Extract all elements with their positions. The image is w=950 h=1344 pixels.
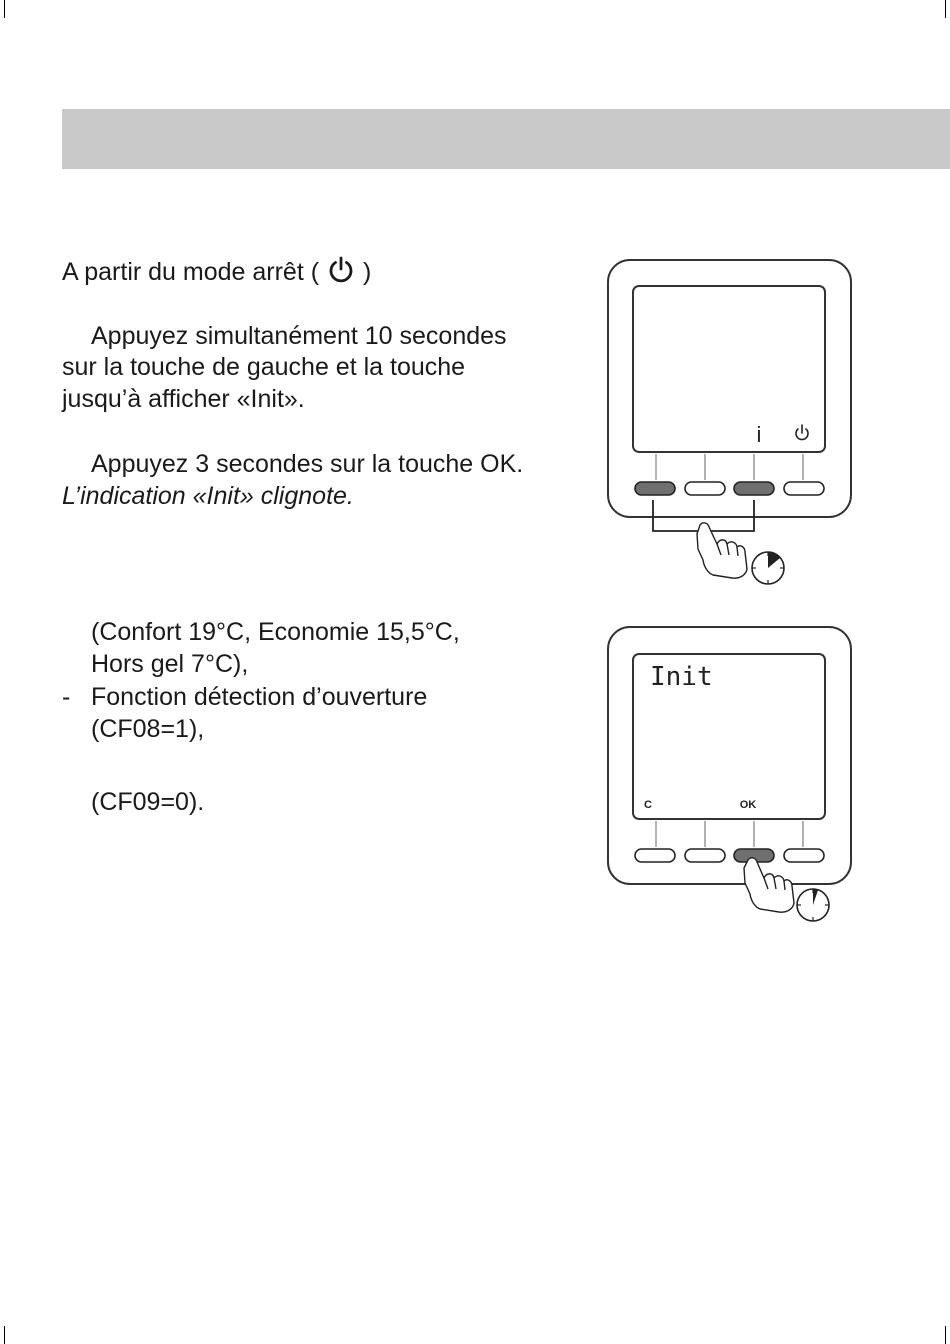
thermostat-diagram-2 bbox=[600, 622, 860, 932]
button-2[interactable] bbox=[685, 849, 725, 862]
crop-mark-bottom-left bbox=[4, 1326, 5, 1344]
intro-before: A partir du mode arrêt ( bbox=[62, 258, 320, 286]
section-header-band bbox=[62, 109, 950, 169]
lcd-init-text: Init bbox=[650, 662, 713, 692]
button-c[interactable] bbox=[635, 849, 675, 862]
list-item2-line2: (CF08=1), bbox=[91, 715, 205, 743]
thermostat-diagram-1 bbox=[600, 255, 860, 590]
timer-icon bbox=[752, 552, 784, 584]
button-2[interactable] bbox=[685, 482, 725, 495]
crop-mark-top-left bbox=[4, 0, 5, 18]
list-item1-line2: Hors gel 7°C), bbox=[91, 650, 249, 678]
button-3-pressed[interactable] bbox=[734, 482, 774, 495]
step1-line1: Appuyez simultanément 10 secondes bbox=[91, 322, 507, 350]
list-item3-line1: (CF09=0). bbox=[91, 788, 205, 816]
crop-mark-top-right bbox=[945, 0, 946, 18]
intro-after: ) bbox=[362, 258, 372, 286]
ok-button-label: OK bbox=[739, 799, 757, 811]
button-4[interactable] bbox=[784, 849, 824, 862]
step2-line1: Appuyez 3 secondes sur la touche OK. bbox=[91, 450, 524, 478]
timer-icon bbox=[797, 889, 829, 921]
list-item1-line1: (Confort 19°C, Economie 15,5°C, bbox=[91, 618, 460, 646]
list-item2-line1: Fonction détection d’ouverture bbox=[91, 683, 428, 711]
step2-note: L’indication «Init» clignote. bbox=[62, 482, 354, 510]
info-symbol: i bbox=[756, 422, 762, 447]
step1-line2: sur la touche de gauche et la touche bbox=[62, 353, 466, 381]
c-button-label: C bbox=[644, 799, 652, 811]
intro-line bbox=[62, 255, 371, 288]
button-1-pressed[interactable] bbox=[635, 482, 675, 495]
list-item2-dash: - bbox=[62, 683, 71, 711]
lcd-screen bbox=[633, 286, 825, 452]
step1-line3: jusqu’à afficher «Init». bbox=[62, 385, 305, 413]
button-4[interactable] bbox=[784, 482, 824, 495]
crop-mark-bottom-right bbox=[945, 1326, 946, 1344]
power-icon bbox=[326, 255, 356, 285]
